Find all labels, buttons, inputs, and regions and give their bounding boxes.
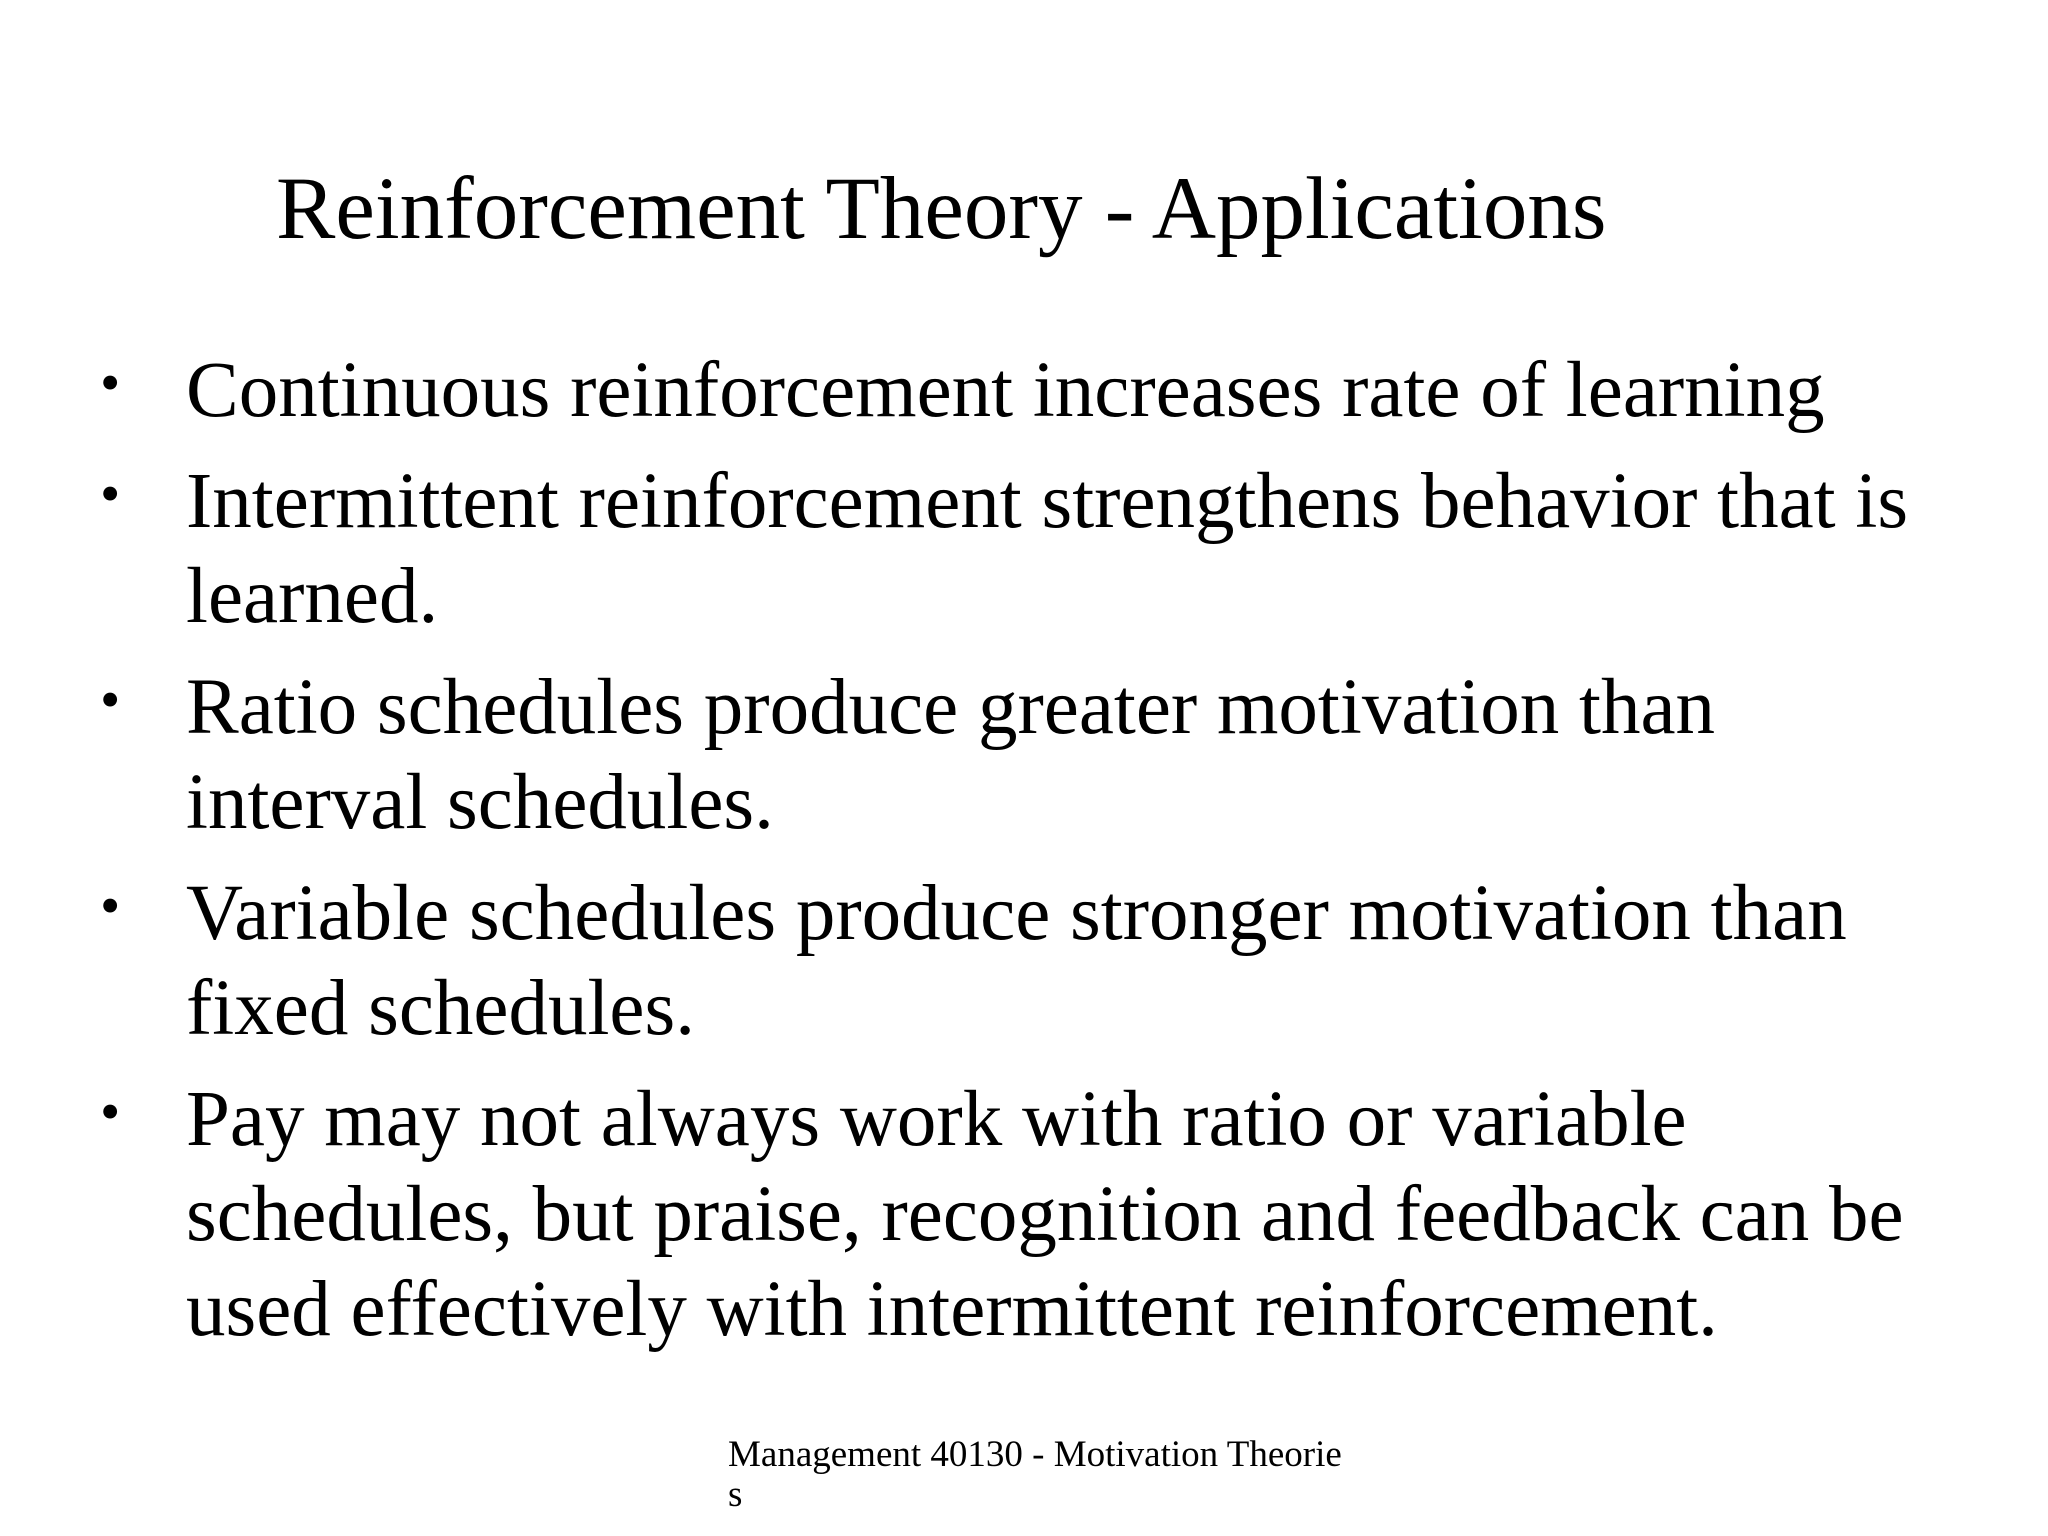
bullet-dot-icon: •: [100, 350, 121, 415]
bullet-item: [100, 660, 1920, 850]
bullet-item: [100, 866, 1920, 1056]
bullet-item: [100, 343, 1920, 438]
bullet-text: Pay may not always work with ratio or variable schedules, but praise, recognition and feedback can be used effectively with intermittent reinforcement.: [186, 1076, 1904, 1353]
bullet-item: [100, 454, 1920, 644]
bullet-text: Ratio schedules produce greater motivation than interval schedules.: [186, 664, 1716, 846]
slide-footer: Management 40130 - Motivation Theories: [728, 1434, 1342, 1515]
bullet-list: [100, 343, 1920, 1373]
bullet-dot-icon: •: [100, 667, 121, 732]
bullet-text: Variable schedules produce stronger motivation than fixed schedules.: [186, 870, 1847, 1052]
slide-title: Reinforcement Theory - Applications: [276, 160, 1607, 258]
bullet-dot-icon: •: [100, 1079, 121, 1144]
bullet-text: Intermittent reinforcement strengthens behavior that is learned.: [186, 458, 1909, 640]
bullet-text: Continuous reinforcement increases rate of learning: [186, 347, 1825, 434]
bullet-item: [100, 1072, 1920, 1357]
bullet-dot-icon: •: [100, 461, 121, 526]
bullet-dot-icon: •: [100, 873, 121, 938]
